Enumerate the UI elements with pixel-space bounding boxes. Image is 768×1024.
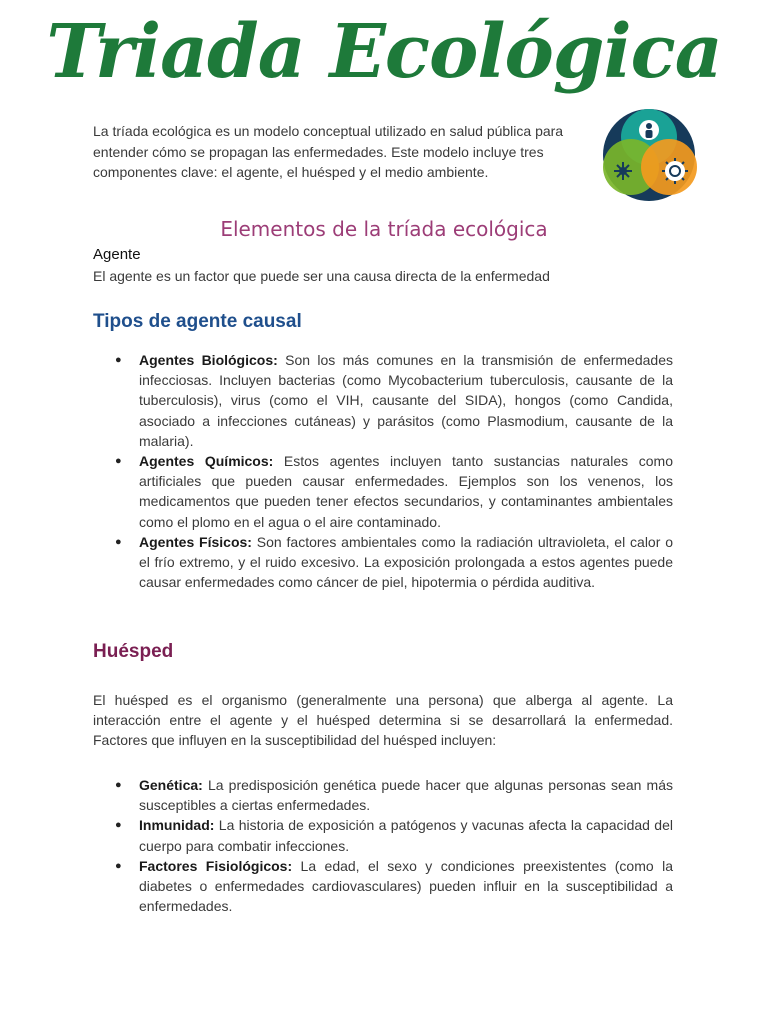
agent-types-list xyxy=(139,350,673,592)
host-description: El huésped es el organismo (generalmente una persona) que alberga al agente. La interacción entre el agente y el huésped determina si se desarrollará la enfermedad. Factores que influyen en la susceptibilidad del huésped incluyen: xyxy=(93,692,673,749)
item-text: La historia de exposición a patógenos y vacunas afecta la capacidad del cuerpo para combatir infecciones. xyxy=(139,817,673,854)
list-item xyxy=(139,775,673,815)
item-label: Agentes Físicos: xyxy=(139,533,252,550)
list-item xyxy=(139,350,673,451)
item-label: Agentes Químicos: xyxy=(139,453,274,470)
item-label: Agentes Biológicos: xyxy=(139,352,278,368)
item-text: Son factores ambientales como la radiación ultravioleta, el calor o el frío extremo, y el ruido excesivo. La exposición prolongada a estos agentes puede causar enfermedades como cáncer de piel, hipotermia o pérdida auditiva. xyxy=(139,533,673,591)
list-item xyxy=(139,815,673,855)
list-item xyxy=(139,532,673,593)
ecological-triad-logo xyxy=(597,107,701,203)
agent-types-heading: Tipos de agente causal xyxy=(93,311,302,332)
item-label: Inmunidad: xyxy=(139,817,215,834)
agent-heading: Agente xyxy=(93,246,141,263)
item-label: Genética: xyxy=(139,777,203,793)
intro-paragraph: La tríada ecológica es un modelo conceptual utilizado en salud pública para entender cómo se propagan las enfermedades. Este modelo incluye tres componentes clave: el agente, el huésped y el medio ambiente. xyxy=(93,123,564,180)
host-heading: Huésped xyxy=(93,641,174,662)
page-title: Triada Ecológica xyxy=(46,9,722,95)
item-text: Son los más comunes en la transmisión de enfermedades infecciosas. Incluyen bacterias (como Mycobacterium tuberculosis, causante de la tuberculosis), virus (como el VIH, causante del SIDA), hongos (como Candida, asociado a infecciones cutáneas) y parásitos (como Plasmodium, causante de la malaria). xyxy=(139,352,673,449)
agent-description: El agente es un factor que puede ser una causa directa de la enfermedad xyxy=(93,268,550,284)
host-factors-list xyxy=(139,775,673,916)
person-icon xyxy=(639,120,659,140)
item-text: La edad, el sexo y condiciones preexistentes (como la diabetes o enfermedades cardiovasculares) pueden influir en la susceptibilidad a enfermedades. xyxy=(139,857,673,915)
item-label: Factores Fisiológicos: xyxy=(139,857,293,874)
list-item xyxy=(139,451,673,532)
item-text: Estos agentes incluyen tanto sustancias naturales como artificiales que pueden causar enfermedades. Ejemplos son los venenos, los medicamentos que pueden tener efectos secundarios, y contaminantes ambientales como el plomo en el agua o el aire contaminado. xyxy=(139,453,673,530)
section-title: Elementos de la tríada ecológica xyxy=(220,217,548,241)
list-item xyxy=(139,856,673,917)
item-text: La predisposición genética puede hacer que algunas personas sean más susceptibles a ciertas enfermedades. xyxy=(139,777,673,814)
